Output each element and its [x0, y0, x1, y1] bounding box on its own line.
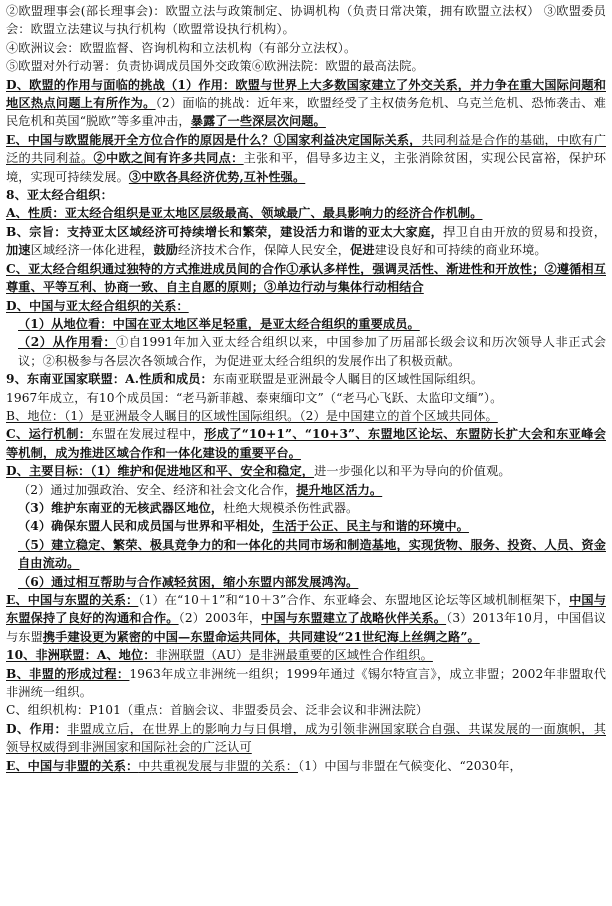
- text-paragraph: [6, 223, 606, 260]
- text-paragraph: [6, 389, 606, 407]
- text-run: ④欧洲议会：欧盟监督、咨询机构和立法机构（有部分立法权）。: [6, 40, 357, 55]
- text-paragraph: [6, 297, 606, 315]
- text-run: （2）从作用看：: [18, 335, 117, 350]
- text-run: 提升地区活力。: [296, 482, 383, 497]
- text-run: C、运行机制：: [6, 427, 92, 442]
- text-run: （3）2013年10月，中国倡议与东盟: [6, 611, 607, 644]
- text-run: 杜绝大规模杀伤性武器。: [223, 500, 359, 515]
- text-paragraph: [6, 481, 606, 499]
- text-run: C、组织机构：P101（重点：首脑会议、非盟委员会、泛非会议和非洲法院）: [6, 703, 429, 718]
- text-run: 暴露了一些深层次问题。: [190, 114, 326, 129]
- text-run: （1）从地位看：中国在亚太地区举足轻重，是亚太经合组织的重要成员。: [18, 316, 420, 331]
- text-run: 10、非洲联盟：A、地位：: [6, 648, 156, 663]
- text-run: （2）通过加强政治、安全、经济和社会文化合作，: [18, 482, 297, 497]
- text-run: 共同利益是合作的基础，中欧有广泛的共同利益。: [6, 132, 606, 166]
- text-run: 生活于公正、民主与和谐的环境中。: [272, 519, 469, 534]
- text-run: A、性质：亚太经合组织是亚太地区层级最高、领域最广、最具影响力的经济合作机制。: [6, 206, 483, 221]
- text-run: 促进: [350, 243, 375, 258]
- text-run: 主张和平，倡导多边主义，主张消除贫困，实现公民富裕，保护环境，实现可持续发展。: [6, 151, 606, 184]
- text-run: （3）维护东南亚的无核武器区地位，: [18, 500, 224, 515]
- text-paragraph: [6, 646, 606, 664]
- text-run: 区域经济一体化进程，: [30, 243, 154, 258]
- text-run: 中国与东盟保持了良好的沟通和合作。: [6, 593, 606, 626]
- text-paragraph: [6, 425, 606, 462]
- text-run: 建设良好和可持续的商业环境。: [374, 243, 547, 258]
- text-paragraph: [6, 720, 606, 757]
- text-run: ⑤欧盟对外行动署：负责协调成员国外交政策⑥欧洲法院：欧盟的最高法院。: [6, 59, 424, 74]
- text-paragraph: [6, 701, 606, 719]
- text-run: 进一步强化以和平为导向的价值观。: [314, 464, 511, 479]
- text-run: C、亚太经合组织通过独特的方式推进成员间的合作①承认多样性，强调灵活性、渐进性和开放性；②遵循相互尊重、平等互利、协商一致、自主自愿的原则；③单边行动与集体行动相结合: [6, 261, 606, 295]
- text-paragraph: [6, 131, 606, 186]
- text-run: B、非盟的形成过程：: [6, 666, 130, 681]
- text-run: 中国与东盟建立了战略伙伴关系。: [261, 611, 447, 626]
- text-run: 东盟在发展过程中，: [91, 427, 205, 442]
- text-paragraph: [6, 517, 606, 535]
- text-run: 携手建设更为紧密的中国—东盟命运共同体，共同建设“21世纪海上丝绸之路”。: [42, 629, 480, 644]
- text-paragraph: [6, 204, 606, 222]
- text-run: ①自1991年加入亚太经合组织以来，中国参加了历届部长级会议和历次领导人非正式会议；②积极参与各层次各领域合作，为促进亚太经合组织的发展作出了积极贡献。: [18, 335, 607, 368]
- text-run: 非洲联盟（AU）是非洲最重要的区域性合作组织。: [155, 648, 433, 663]
- text-paragraph: [6, 260, 606, 297]
- text-run: （2）面临的挑战：近年来，欧盟经受了主权债务危机、乌克兰危机、恐怖袭击、难民危机和英国“脱欧”等多重冲击，: [6, 96, 606, 129]
- text-paragraph: [6, 370, 606, 388]
- document-page: [6, 0, 606, 775]
- text-run: 1967年成立，有10个成员国：“老马新菲越、泰柬缅印文”（“老马心飞跃、太监印文缅”）。: [6, 390, 503, 405]
- text-run: D、主要目标：（1）维护和促进地区和平、安全和稳定，: [6, 464, 315, 479]
- text-run: ③中欧各具经济优势,互补性强。: [128, 169, 306, 184]
- text-run: D、中国与亚太经合组织的关系：: [6, 298, 189, 313]
- text-paragraph: [6, 536, 606, 573]
- text-paragraph: [6, 591, 606, 646]
- text-run: B、地位：（1）是亚洲最令人瞩目的区域性国际组织。（2）是中国建立的首个区域共同体。: [6, 408, 498, 423]
- text-run: 支持亚太区域经济可持续增长和繁荣，建设活力和谐的亚太大家庭，: [66, 224, 444, 239]
- text-paragraph: [6, 2, 606, 39]
- text-run: 8、亚太经合组织：: [6, 188, 113, 203]
- text-run: （6）通过相互帮助与合作减轻贫困，缩小东盟内部发展鸿沟。: [18, 574, 359, 589]
- text-paragraph: [6, 407, 606, 425]
- text-run: 东南亚联盟是亚洲最令人瞩目的区域性国际组织。: [212, 372, 484, 387]
- text-paragraph: [6, 57, 606, 75]
- text-paragraph: [6, 76, 606, 131]
- text-paragraph: [6, 315, 606, 333]
- text-run: E、中国与东盟的关系：: [6, 593, 139, 607]
- text-paragraph: [6, 462, 606, 480]
- text-run: B、宗旨：: [6, 224, 67, 239]
- text-run: 非盟成立后，在世界上的影响力与日俱增，成为引领非洲国家联合自强、共谋发展的一面旗帜，其领导权威得到非洲国家和国际社会的广泛认可: [6, 721, 606, 755]
- text-paragraph: [6, 665, 606, 702]
- text-paragraph: [6, 333, 606, 370]
- text-paragraph: [6, 186, 606, 204]
- text-run: 1963年成立非洲统一组织；1999年通过《锡尔特宣言》，成立非盟；2002年非盟取代非洲统一组织。: [6, 666, 606, 700]
- text-run: ②中欧之间有许多共同点：: [93, 151, 244, 166]
- text-run: 加速: [6, 243, 31, 258]
- text-run: 9、东南亚国家联盟：A.性质和成员：: [6, 372, 213, 387]
- text-paragraph: [6, 39, 606, 57]
- text-run: （1）在“10＋1”和“10＋3”合作、东亚峰会、东盟地区论坛等区域机制框架下，: [138, 593, 570, 607]
- text-run: （4）确保东盟人民和成员国与世界和平相处，: [18, 519, 273, 534]
- text-run: D、作用：: [6, 721, 68, 736]
- text-paragraph: [6, 757, 606, 775]
- text-run: ②欧盟理事会(部长理事会)：欧盟立法与政策制定、协调机构（负责日常决策，拥有欧盟立法权） ③欧盟委员会：欧盟立法建议与执行机构（欧盟常设执行机构）。: [6, 4, 606, 37]
- text-run: D、欧盟的作用与面临的挑战（1）作用：欧盟与世界上大多数国家建立了外交关系，并力争在重大国际问题和地区热点问题上有所作为。: [6, 77, 606, 111]
- text-paragraph: [6, 573, 606, 591]
- text-run: 捍卫自由开放的贸易和投资，: [443, 224, 606, 239]
- text-run: （2）2003年，: [178, 611, 262, 626]
- text-run: 中共重视发展与非盟的关系：: [138, 758, 299, 773]
- text-run: E、中国与欧盟能展开全方位合作的原因是什么？①国家利益决定国际关系，: [6, 132, 422, 147]
- text-run: （5）建立稳定、繁荣、极具竞争力的和一体化的共同市场和制造基地，实现货物、服务、投资、人员、资金自由流动。: [18, 537, 606, 571]
- text-run: E、中国与非盟的关系：: [6, 758, 139, 773]
- text-run: 形成了“10+1”、“10+3”、东盟地区论坛、东盟防长扩大会和东亚峰会等机制，成为推进区域合作和一体化建设的重要平台。: [6, 427, 606, 460]
- text-run: 鼓励: [153, 243, 179, 258]
- text-paragraph: [6, 499, 606, 517]
- text-run: （1）中国与非盟在气候变化、“2030年，: [298, 758, 522, 773]
- text-run: 经济技术合作，保障人民安全，: [178, 243, 351, 258]
